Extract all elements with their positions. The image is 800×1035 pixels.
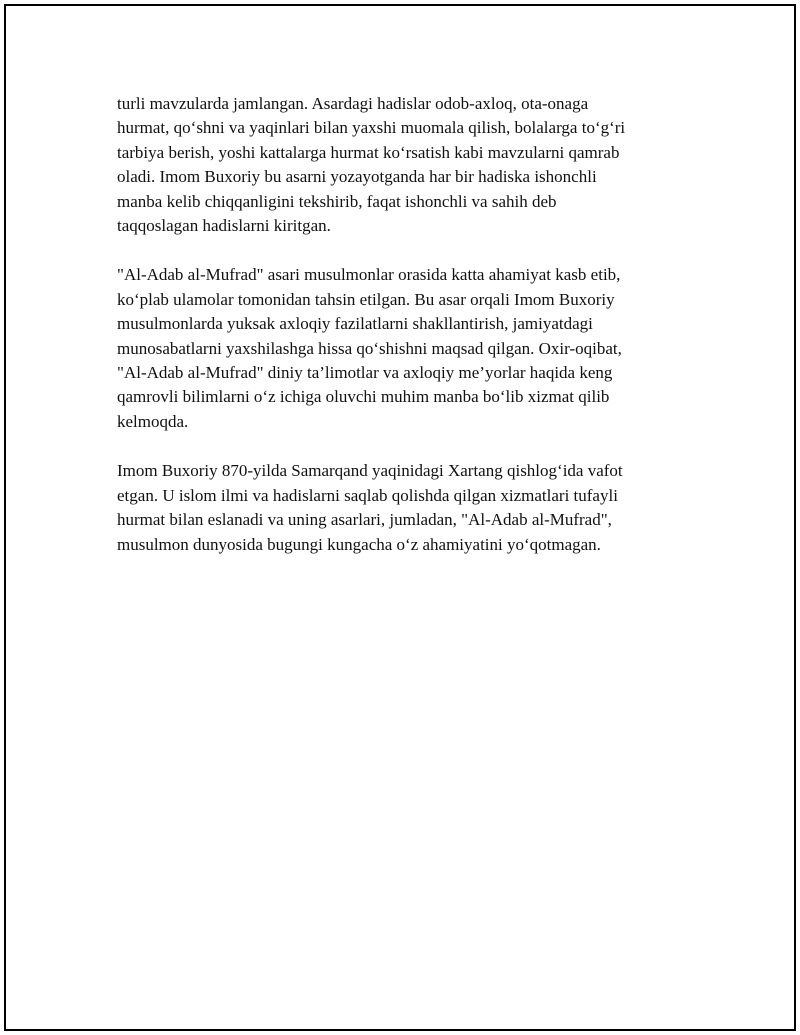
text-line: kelmoqda.	[117, 411, 189, 431]
text-line: qamrovli bilimlarni o‘z ichiga oluvchi muhim manba bo‘lib xizmat qilib	[117, 387, 610, 407]
text-line: "Al-Adab al-Mufrad" asari musulmonlar orasida katta ahamiyat kasb etib,	[117, 265, 621, 285]
text-line: Imom Buxoriy 870-yilda Samarqand yaqinidagi Xartang qishlog‘ida vafot	[117, 461, 623, 481]
text-line: taqqoslagan hadislarni kiritgan.	[117, 216, 331, 236]
text-line: manba kelib chiqqanligini tekshirib, faqat ishonchli va sahih deb	[117, 191, 557, 211]
paragraph-2	[117, 263, 677, 434]
text-line: etgan. U islom ilmi va hadislarni saqlab qolishda qilgan xizmatlari tufayli	[117, 485, 618, 505]
text-line: munosabatlarni yaxshilashga hissa qo‘shishni maqsad qilgan. Oxir-oqibat,	[117, 338, 622, 358]
paragraph-3	[117, 459, 677, 557]
text-line: ko‘plab ulamolar tomonidan tahsin etilgan. Bu asar orqali Imom Buxoriy	[117, 289, 615, 309]
text-line: oladi. Imom Buxoriy bu asarni yozayotganda har bir hadiska ishonchli	[117, 167, 597, 187]
text-line: musulmonlarda yuksak axloqiy fazilatlarni shakllantirish, jamiyatdagi	[117, 314, 593, 334]
document-body	[117, 92, 677, 582]
text-line: hurmat, qo‘shni va yaqinlari bilan yaxshi muomala qilish, bolalarga to‘g‘ri	[117, 118, 626, 138]
text-line: musulmon dunyosida bugungi kungacha o‘z ahamiyatini yo‘qotmagan.	[117, 534, 601, 554]
text-line: turli mavzularda jamlangan. Asardagi hadislar odob-axloq, ota-onaga	[117, 94, 589, 113]
text-line: "Al-Adab al-Mufrad" diniy ta’limotlar va axloqiy me’yorlar haqida keng	[117, 363, 613, 383]
text-line: tarbiya berish, yoshi kattalarga hurmat ko‘rsatish kabi mavzularni qamrab	[117, 142, 620, 162]
paragraph-1	[117, 92, 677, 238]
text-line: hurmat bilan eslanadi va uning asarlari, jumladan, "Al-Adab al-Mufrad",	[117, 510, 612, 530]
